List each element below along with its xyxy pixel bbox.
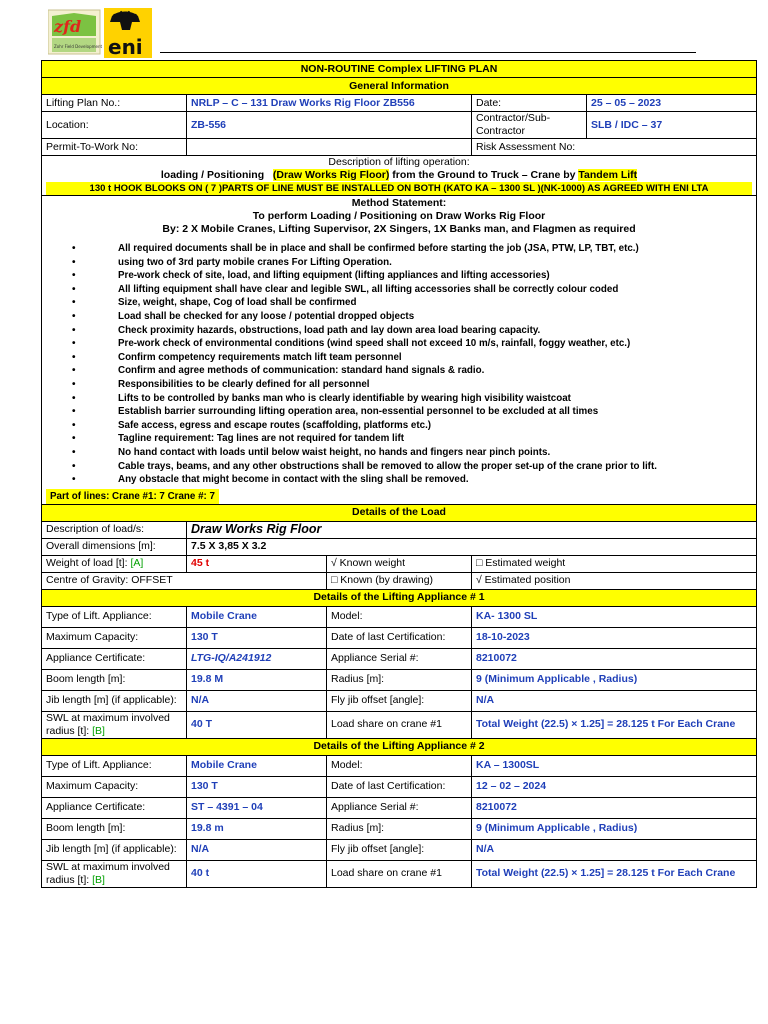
method-heading: Method Statement: [351, 197, 447, 209]
a1-swl-label-text: SWL at maximum involved radius [t]: [46, 711, 170, 737]
list-item: • Confirm and agree methods of communication: standard hand signals & radio. [46, 364, 752, 378]
lifting-plan-label: Lifting Plan No.: [42, 95, 187, 112]
a1-model-value: KA- 1300 SL [472, 606, 757, 627]
lifting-description [42, 156, 757, 196]
method-line-1: To perform Loading / Positioning on Draw Works Rig Floor [252, 210, 546, 222]
a1-type-label: Type of Lift. Appliance: [42, 606, 187, 627]
location-label: Location: [42, 112, 187, 139]
ptw-label: Permit-To-Work No: [42, 139, 187, 156]
a2-type-value: Mobile Crane [187, 755, 327, 776]
zfd-logo-text: zfd [54, 17, 82, 36]
a1-swl-value: 40 T [187, 711, 327, 738]
list-item: • Confirm competency requirements match lift team personnel [46, 351, 752, 365]
a1-cert-value: LTG-IQ/A241912 [187, 648, 327, 669]
a2-swl-tag: [B] [92, 873, 105, 886]
a1-type-value: Mobile Crane [187, 606, 327, 627]
a2-model-label: Model: [327, 755, 472, 776]
a1-fly-label: Fly jib offset [angle]: [327, 690, 472, 711]
risk-label: Risk Assessment No: [472, 139, 757, 156]
a2-cert-value: ST – 4391 – 04 [187, 797, 327, 818]
list-item: • using two of 3rd party mobile cranes For Lifting Operation. [46, 256, 752, 270]
a1-swl-tag: [B] [92, 724, 105, 737]
appliance1-header: Details of the Lifting Appliance # 1 [42, 589, 757, 606]
a2-swl-value: 40 t [187, 860, 327, 887]
location-value: ZB-556 [187, 112, 472, 139]
lifting-plan-table [41, 60, 757, 888]
a1-cert-date-label: Date of last Certification: [327, 627, 472, 648]
a2-cap-value: 130 T [187, 776, 327, 797]
dims-label: Overall dimensions [m]: [42, 538, 187, 555]
contractor-label: Contractor/Sub-Contractor [472, 112, 587, 139]
list-item: • All lifting equipment shall have clear and legible SWL, all lifting accessories shall be correctly colour coded [46, 283, 752, 297]
a2-serial-label: Appliance Serial #: [327, 797, 472, 818]
known-weight: √ Known weight [327, 555, 472, 572]
a2-swl-label-text: SWL at maximum involved radius [t]: [46, 860, 170, 886]
a1-fly-value: N/A [472, 690, 757, 711]
method-bullets [46, 242, 752, 489]
list-item: • Cable trays, beams, and any other obstructions shall be removed to allow the proper set-up of the crane prior to lift. [46, 460, 752, 474]
list-item: • Establish barrier surrounding lifting operation area, non-essential personnel to be excluded at all times [46, 405, 752, 419]
a2-swl-label [42, 860, 187, 887]
desc-heading: Description of lifting operation: [328, 156, 470, 168]
estimated-weight: □ Estimated weight [472, 555, 757, 572]
ptw-value [187, 139, 472, 156]
a1-cert-date-value: 18-10-2023 [472, 627, 757, 648]
zfd-logo-subtext: Zohr Field Development [54, 44, 103, 49]
a2-share-label: Load share on crane #1 [327, 860, 472, 887]
contractor-value: SLB / IDC – 37 [587, 112, 757, 139]
list-item: • Pre-work check of site, load, and lifting equipment (lifting appliances and lifting accessories) [46, 269, 752, 283]
header-rule [160, 52, 696, 53]
a2-fly-value: N/A [472, 839, 757, 860]
a2-cert-date-label: Date of last Certification: [327, 776, 472, 797]
list-item: • Load shall be checked for any loose / potential dropped objects [46, 310, 752, 324]
a1-boom-label: Boom length [m]: [42, 669, 187, 690]
cog-label: Centre of Gravity: OFFSET [42, 572, 327, 589]
desc-text-c: from the Ground to Truck – Crane by [392, 169, 576, 181]
plan-title: NON-ROUTINE Complex LIFTING PLAN [42, 61, 757, 78]
a1-serial-value: 8210072 [472, 648, 757, 669]
a2-jib-label: Jib length [m] (if applicable): [42, 839, 187, 860]
dims-value: 7.5 X 3,85 X 3.2 [187, 538, 757, 555]
a1-cap-label: Maximum Capacity: [42, 627, 187, 648]
a2-boom-value: 19.8 m [187, 818, 327, 839]
a2-radius-value: 9 (Minimum Applicable , Radius) [472, 818, 757, 839]
weight-label-text: Weight of load [t]: [46, 557, 128, 570]
a2-jib-value: N/A [187, 839, 327, 860]
list-item: • All required documents shall be in place and shall be confirmed before starting the job (JSA, PTW, LP, TBT, etc.) [46, 242, 752, 256]
a2-cap-label: Maximum Capacity: [42, 776, 187, 797]
a2-cert-label: Appliance Certificate: [42, 797, 187, 818]
lifting-plan-value: NRLP – C – 131 Draw Works Rig Floor ZB556 [187, 95, 472, 112]
a1-radius-label: Radius [m]: [327, 669, 472, 690]
a1-cert-label: Appliance Certificate: [42, 648, 187, 669]
a1-model-label: Model: [327, 606, 472, 627]
method-header [46, 196, 752, 242]
desc-line-2: 130 t HOOK BLOOKS ON ( 7 )PARTS OF LINE MUST BE INSTALLED ON BOTH (KATO KA – 1300 SL )(NK-1000) AS AGREED WITH ENI LTA [46, 182, 752, 195]
a1-cap-value: 130 T [187, 627, 327, 648]
a1-jib-label: Jib length [m] (if applicable): [42, 690, 187, 711]
weight-tag: [A] [130, 557, 144, 570]
appliance2-header: Details of the Lifting Appliance # 2 [42, 738, 757, 755]
desc-text-b: (Draw Works Rig Floor) [272, 169, 390, 181]
list-item: • Any obstacle that might become in contact with the sling shall be removed. [46, 473, 752, 487]
method-statement [42, 196, 757, 505]
a2-boom-label: Boom length [m]: [42, 818, 187, 839]
list-item: • Responsibilities to be clearly defined for all personnel [46, 378, 752, 392]
list-item: • Tagline requirement: Tag lines are not required for tandem lift [46, 432, 752, 446]
date-label: Date: [472, 95, 587, 112]
desc-text-a: loading / Positioning [160, 169, 265, 181]
company-logos [48, 8, 154, 58]
load-desc-value: Draw Works Rig Floor [187, 521, 757, 538]
list-item: • Check proximity hazards, obstructions, load path and lay down area load bearing capacity. [46, 324, 752, 338]
a2-radius-label: Radius [m]: [327, 818, 472, 839]
a1-radius-value: 9 (Minimum Applicable , Radius) [472, 669, 757, 690]
a1-share-label: Load share on crane #1 [327, 711, 472, 738]
desc-text-d: Tandem Lift [578, 169, 638, 181]
a1-share-value: Total Weight (22.5) × 1.25] = 28.125 t For Each Crane [472, 711, 757, 738]
a1-swl-label [42, 711, 187, 738]
desc-line-1 [46, 169, 752, 182]
known-drawing: □ Known (by drawing) [327, 572, 472, 589]
a1-jib-value: N/A [187, 690, 327, 711]
part-of-lines: Part of lines: Crane #1: 7 Crane #: 7 [46, 489, 219, 504]
load-desc-label: Description of load/s: [42, 521, 187, 538]
list-item: • No hand contact with loads until below waist height, no hands and fingers near pinch points. [46, 446, 752, 460]
a2-fly-label: Fly jib offset [angle]: [327, 839, 472, 860]
list-item: • Size, weight, shape, Cog of load shall be confirmed [46, 296, 752, 310]
list-item: • Lifts to be controlled by banks man who is clearly identifiable by wearing high visibility waistcoat [46, 392, 752, 406]
weight-value: 45 t [187, 555, 327, 572]
load-header: Details of the Load [42, 504, 757, 521]
general-info-header: General Information [42, 78, 757, 95]
list-item: • Safe access, egress and escape routes (scaffolding, platforms etc.) [46, 419, 752, 433]
method-line-2: By: 2 X Mobile Cranes, Lifting Supervisor, 2X Singers, 1X Banks man, and Flagmen as required [162, 223, 636, 235]
a2-model-value: KA – 1300SL [472, 755, 757, 776]
a1-boom-value: 19.8 M [187, 669, 327, 690]
a2-share-value: Total Weight (22.5) × 1.25] = 28.125 t For Each Crane [472, 860, 757, 887]
a2-cert-date-value: 12 – 02 – 2024 [472, 776, 757, 797]
estimated-position: √ Estimated position [472, 572, 757, 589]
weight-label [42, 555, 187, 572]
eni-logo-text: eni [108, 35, 143, 58]
a1-serial-label: Appliance Serial #: [327, 648, 472, 669]
date-value: 25 – 05 – 2023 [587, 95, 757, 112]
a2-type-label: Type of Lift. Appliance: [42, 755, 187, 776]
a2-serial-value: 8210072 [472, 797, 757, 818]
list-item: • Pre-work check of environmental conditions (wind speed shall not exceed 10 m/s, rainfall, foggy weather, etc.) [46, 337, 752, 351]
